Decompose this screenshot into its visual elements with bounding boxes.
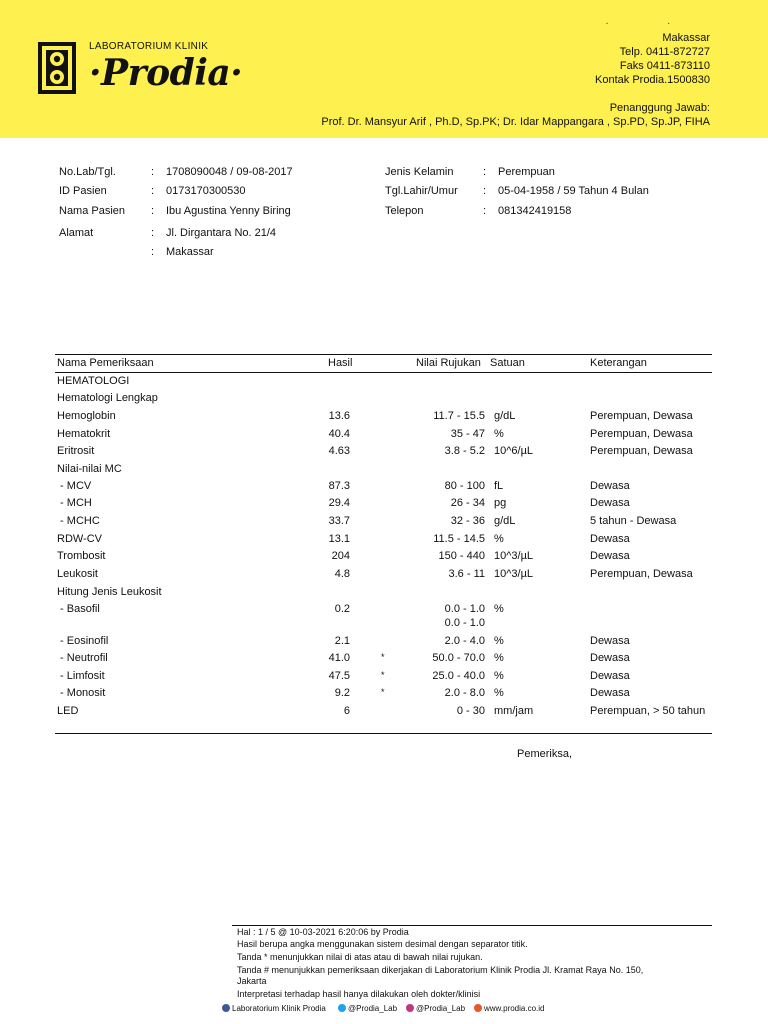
row-satuan: 10^3/µL <box>494 550 534 562</box>
patient-label: Nama Pasien <box>59 205 126 217</box>
row-hasil: 13.6 <box>328 410 350 422</box>
patient-value: 0173170300530 <box>166 185 246 197</box>
row-keterangan: Dewasa <box>590 550 630 562</box>
row-keterangan: Dewasa <box>590 497 630 509</box>
footer-note: Tanda # menunjukkan pemeriksaan dikerjakan di Laboratorium Klinik Prodia Jl. Kramat Raya No. 150, <box>237 965 644 975</box>
row-name: HEMATOLOGI <box>57 375 130 387</box>
patient-value: Jl. Dirgantara No. 21/4 <box>166 227 277 239</box>
header-city: Makassar <box>662 32 710 44</box>
row-name: - Neutrofil <box>57 652 108 664</box>
social-web[interactable] <box>474 1004 544 1013</box>
colon: : <box>151 205 155 217</box>
header-satuan: Satuan <box>490 357 525 369</box>
row-name: - Basofil <box>57 603 100 615</box>
row-satuan: g/dL <box>494 515 516 527</box>
header-name: Nama Pemeriksaan <box>57 357 154 369</box>
patient-label: No.Lab/Tgl. <box>59 166 116 178</box>
row-hasil: 9.2 <box>334 687 350 699</box>
colon: : <box>483 205 487 217</box>
header-telp: Telp. 0411-872727 <box>619 46 710 58</box>
row-satuan: % <box>494 428 504 440</box>
row-name: Hemoglobin <box>57 410 116 422</box>
row-flag: * <box>381 670 385 680</box>
header-kontak: Kontak Prodia.1500830 <box>595 74 710 86</box>
row-satuan: 10^6/µL <box>494 445 534 457</box>
row-rujukan: 2.0 - 8.0 <box>444 687 485 699</box>
row-name: Leukosit <box>57 568 98 580</box>
penanggung-jawab-names: Prof. Dr. Mansyur Arif , Ph.D, Sp.PK; Dr. Idar Mappangara , Sp.PD, Sp.JP, FIHA <box>321 116 710 128</box>
row-name: - MCH <box>57 497 92 509</box>
row-rujukan: 11.5 - 14.5 <box>433 533 485 545</box>
patient-value: Perempuan <box>498 166 555 178</box>
row-hasil: 41.0 <box>328 652 350 664</box>
row-satuan: % <box>494 652 504 664</box>
row-keterangan: Dewasa <box>590 480 630 492</box>
footer-page-info: Hal : 1 / 5 @ 10-03-2021 6:20:06 by Prodia <box>237 927 409 937</box>
row-name: LED <box>57 705 79 717</box>
footer-rule <box>232 925 712 926</box>
row-keterangan: Dewasa <box>590 635 630 647</box>
row-rujukan: 11.7 - 15.5 <box>433 410 485 422</box>
row-rujukan: 3.8 - 5.2 <box>444 445 485 457</box>
row-keterangan: Perempuan, Dewasa <box>590 568 693 580</box>
lab-label: LABORATORIUM KLINIK <box>89 41 209 52</box>
row-hasil: 2.1 <box>334 635 350 647</box>
row-name: - Monosit <box>57 687 106 699</box>
row-name: Hematologi Lengkap <box>57 392 158 404</box>
row-name: - Eosinofil <box>57 635 109 647</box>
row-hasil: 0.2 <box>334 603 350 615</box>
footer-note: Interpretasi terhadap hasil hanya dilakukan oleh dokter/klinisi <box>237 989 481 999</box>
facebook-icon <box>222 1004 230 1012</box>
row-hasil: 13.1 <box>328 533 350 545</box>
row-hasil: 40.4 <box>328 428 350 440</box>
row-satuan: % <box>494 533 504 545</box>
row-keterangan: Dewasa <box>590 533 630 545</box>
row-hasil: 33.7 <box>328 515 350 527</box>
row-rujukan: 25.0 - 40.0 <box>432 670 485 682</box>
patient-value: 05-04-1958 / 59 Tahun 4 Bulan <box>498 185 649 197</box>
row-rujukan: 3.6 - 11 <box>448 568 485 580</box>
social-twitter[interactable] <box>338 1004 397 1013</box>
row-rujukan: 32 - 36 <box>450 515 485 527</box>
row-satuan: mm/jam <box>494 705 534 717</box>
row-name: Hematokrit <box>57 428 111 440</box>
table-top-rule <box>55 354 712 355</box>
header-band <box>0 0 768 138</box>
row-keterangan: Dewasa <box>590 652 630 664</box>
patient-value: Ibu Agustina Yenny Biring <box>166 205 291 217</box>
patient-label: Alamat <box>59 227 94 239</box>
row-name: - Limfosit <box>57 670 105 682</box>
twitter-icon <box>338 1004 346 1012</box>
pemeriksa-label: Pemeriksa, <box>517 748 573 760</box>
row-keterangan: 5 tahun - Dewasa <box>590 515 677 527</box>
row-rujukan: 35 - 47 <box>450 428 485 440</box>
patient-label: Telepon <box>385 205 424 217</box>
patient-label: ID Pasien <box>59 185 107 197</box>
row-keterangan: Perempuan, Dewasa <box>590 410 693 422</box>
row-hasil: 6 <box>343 705 350 717</box>
colon: : <box>483 185 487 197</box>
penanggung-jawab-label: Penanggung Jawab: <box>609 102 710 114</box>
header-keterangan: Keterangan <box>590 357 647 369</box>
row-flag: * <box>381 652 385 662</box>
row-flag: * <box>381 687 385 697</box>
row-hasil: 29.4 <box>328 497 350 509</box>
row-rujukan-secondary: 0.0 - 1.0 <box>444 617 485 629</box>
patient-label: Tgl.Lahir/Umur <box>385 185 458 197</box>
row-rujukan: 80 - 100 <box>444 480 485 492</box>
row-keterangan: Dewasa <box>590 687 630 699</box>
patient-value: 081342419158 <box>498 205 572 217</box>
row-keterangan: Dewasa <box>590 670 630 682</box>
patient-label: Jenis Kelamin <box>385 166 454 178</box>
header-faks: Faks 0411-873110 <box>619 60 710 72</box>
footer-note: Hasil berupa angka menggunakan sistem desimal dengan separator titik. <box>237 939 528 949</box>
row-hasil: 4.8 <box>334 568 350 580</box>
row-name: Hitung Jenis Leukosit <box>57 586 162 598</box>
row-satuan: % <box>494 635 504 647</box>
colon: : <box>151 185 155 197</box>
row-name: Trombosit <box>57 550 106 562</box>
social-instagram[interactable] <box>406 1004 465 1013</box>
web-icon <box>474 1004 482 1012</box>
colon: : <box>151 227 155 239</box>
header-hasil: Hasil <box>328 357 353 369</box>
row-hasil: 87.3 <box>328 480 350 492</box>
colon: : <box>151 166 155 178</box>
row-keterangan: Perempuan, Dewasa <box>590 428 693 440</box>
row-satuan: % <box>494 687 504 699</box>
row-hasil: 47.5 <box>328 670 350 682</box>
row-hasil: 204 <box>331 550 350 562</box>
prodia-logo-icon <box>38 42 76 94</box>
row-rujukan: 26 - 34 <box>450 497 485 509</box>
row-keterangan: Perempuan, > 50 tahun <box>590 705 706 717</box>
colon: : <box>483 166 487 178</box>
web-label: www.prodia.co.id <box>484 1004 545 1013</box>
twitter-label: @Prodia_Lab <box>348 1004 398 1013</box>
row-name: Nilai-nilai MC <box>57 463 122 475</box>
row-rujukan: 2.0 - 4.0 <box>444 635 485 647</box>
header-dots: . . <box>605 16 698 27</box>
row-satuan: fL <box>494 480 504 492</box>
colon: : <box>151 246 155 258</box>
table-header-rule <box>55 372 712 373</box>
row-rujukan: 150 - 440 <box>438 550 485 562</box>
footer-note: Tanda * menunjukkan nilai di atas atau di bawah nilai rujukan. <box>237 952 483 962</box>
row-name: - MCV <box>57 480 92 492</box>
row-satuan: g/dL <box>494 410 516 422</box>
row-rujukan: 0 - 30 <box>456 705 485 717</box>
row-satuan: % <box>494 603 504 615</box>
row-name: - MCHC <box>57 515 100 527</box>
row-rujukan: 0.0 - 1.0 <box>444 603 485 615</box>
patient-value: 1708090048 / 09-08-2017 <box>166 166 293 178</box>
social-facebook[interactable] <box>222 1004 326 1013</box>
row-name: RDW-CV <box>57 533 103 545</box>
row-name: Eritrosit <box>57 445 95 457</box>
instagram-label: @Prodia_Lab <box>416 1004 466 1013</box>
row-keterangan: Perempuan, Dewasa <box>590 445 693 457</box>
footer-note: Jakarta <box>237 976 267 986</box>
header-rujukan: Nilai Rujukan <box>416 357 481 369</box>
table-bottom-rule <box>55 733 712 734</box>
instagram-icon <box>406 1004 414 1012</box>
row-satuan: pg <box>494 497 507 509</box>
patient-value: Makassar <box>166 246 214 258</box>
row-hasil: 4.63 <box>328 445 350 457</box>
row-satuan: 10^3/µL <box>494 568 534 580</box>
brand-name: ·Prodia· <box>89 52 243 94</box>
row-rujukan: 50.0 - 70.0 <box>432 652 485 664</box>
row-satuan: % <box>494 670 504 682</box>
facebook-label: Laboratorium Klinik Prodia <box>232 1004 326 1013</box>
